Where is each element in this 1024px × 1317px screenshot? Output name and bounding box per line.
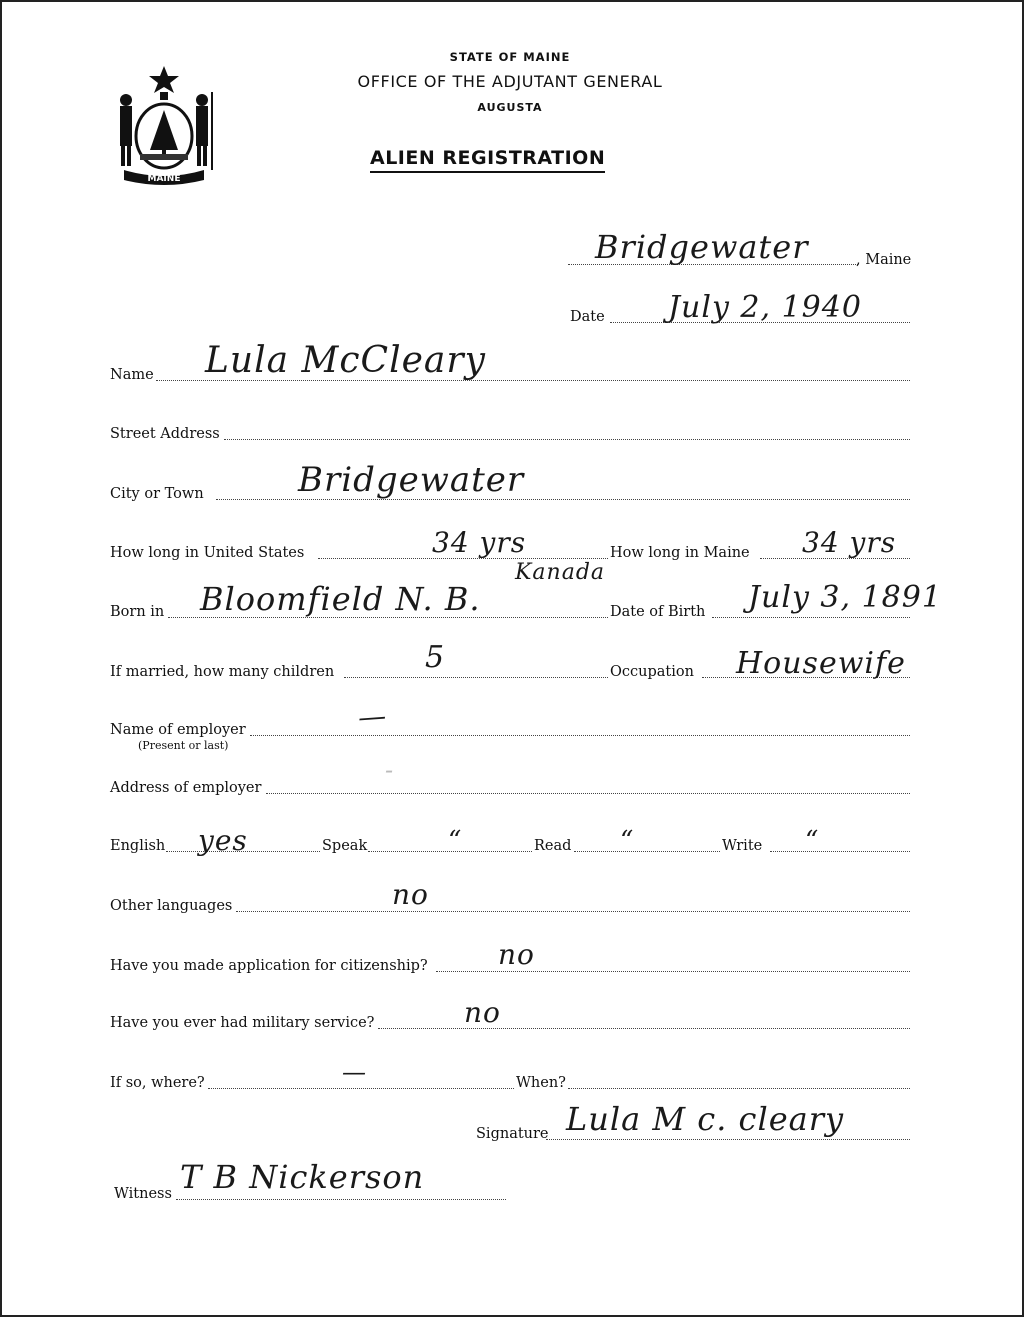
other-languages-line [236, 911, 910, 912]
form-title: ALIEN REGISTRATION [370, 147, 605, 173]
dob-label: Date of Birth [610, 604, 706, 620]
speak-value: “ [448, 826, 463, 856]
town-value: Bridgewater [595, 228, 809, 266]
children-label: If married, how many children [110, 664, 335, 680]
long-maine-value: 34 yrs [802, 526, 897, 559]
name-value: Lula McCleary [205, 340, 486, 381]
header-city: AUGUSTA [477, 101, 543, 114]
header-office: OFFICE OF THE ADJUTANT GENERAL [357, 72, 663, 91]
signature-value: Lula M c. cleary [566, 1100, 845, 1138]
born-label: Born in [110, 604, 165, 620]
occupation-label: Occupation [610, 664, 694, 680]
long-maine-label: How long in Maine [610, 545, 750, 561]
english-value: yes [198, 824, 248, 857]
read-line [574, 851, 720, 852]
write-value: “ [805, 826, 820, 856]
dob-value: July 3, 1891 [748, 580, 942, 615]
other-languages-value: no [392, 878, 429, 911]
date-label: Date [570, 309, 605, 325]
long-us-label: How long in United States [110, 545, 305, 561]
where-value: — [342, 1058, 367, 1086]
city-value: Bridgewater [298, 460, 525, 500]
speak-label: Speak [322, 838, 368, 854]
long-us-value: 34 yrs [432, 526, 527, 559]
where-line [208, 1088, 514, 1089]
signature-label: Signature [476, 1126, 549, 1142]
military-label: Have you ever had military service? [110, 1015, 375, 1031]
witness-label: Witness [114, 1186, 172, 1202]
citizenship-label: Have you made application for citizenship? [110, 958, 428, 974]
signature-line [546, 1139, 910, 1140]
when-line [568, 1088, 910, 1089]
employer-address-line [266, 793, 910, 794]
witness-line [176, 1199, 506, 1200]
citizenship-value: no [498, 938, 535, 971]
header-state: STATE OF MAINE [449, 50, 571, 64]
dob-line [712, 617, 910, 618]
read-label: Read [534, 838, 572, 854]
street-label: Street Address [110, 426, 220, 442]
where-label: If so, where? [110, 1075, 205, 1091]
svg-text:MAINE: MAINE [147, 174, 181, 184]
witness-value: T B Nickerson [180, 1158, 425, 1196]
name-label: Name [110, 367, 154, 383]
write-label: Write [722, 838, 763, 854]
employer-address-value: - [385, 756, 395, 784]
employer-address-label: Address of employer [110, 780, 262, 796]
english-label: English [110, 838, 166, 854]
date-value: July 2, 1940 [668, 290, 862, 325]
citizenship-line [436, 971, 910, 972]
maine-label: , Maine [856, 252, 912, 268]
when-label: When? [516, 1075, 566, 1091]
employer-line [250, 735, 910, 736]
children-line [344, 677, 608, 678]
maine-state-seal-icon [108, 62, 220, 188]
occupation-value: Housewife [736, 646, 906, 681]
born-country-note: Kanada [515, 560, 606, 585]
military-value: no [464, 996, 501, 1029]
children-value: 5 [425, 640, 446, 675]
city-label: City or Town [110, 486, 204, 502]
write-line [770, 851, 910, 852]
employer-label: Name of employer [110, 722, 246, 738]
employer-value: — [356, 699, 389, 734]
employer-sublabel: (Present or last) [138, 739, 229, 752]
born-value: Bloomfield N. B. [200, 580, 481, 618]
street-line [224, 439, 910, 440]
military-line [378, 1028, 910, 1029]
read-value: “ [620, 826, 635, 856]
other-languages-label: Other languages [110, 898, 233, 914]
